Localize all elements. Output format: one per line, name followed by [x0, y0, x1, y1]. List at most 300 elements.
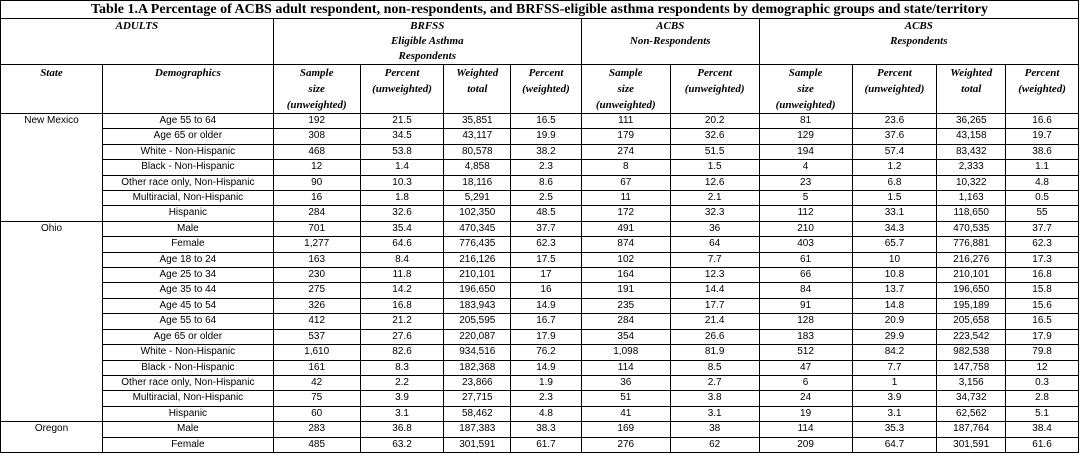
state-cell — [1, 329, 103, 344]
acbs-nonresp-sub: Non-Respondents — [629, 35, 711, 47]
value-cell: 21.4 — [670, 314, 759, 329]
table-row — [1, 268, 1079, 283]
value-cell: 35,851 — [444, 114, 511, 129]
state-cell — [1, 314, 103, 329]
value-cell: 275 — [273, 283, 360, 298]
value-cell: 1.5 — [670, 160, 759, 175]
demographic-cell: Hispanic — [103, 406, 274, 421]
table-row — [1, 345, 1079, 360]
value-cell: 209 — [759, 437, 852, 452]
value-cell: 182,368 — [444, 360, 511, 375]
value-cell: 34.3 — [852, 221, 937, 236]
value-cell: 18,116 — [444, 175, 511, 190]
col-header-line: (unweighted) — [286, 99, 347, 111]
col-demographics: Demographics — [103, 65, 274, 114]
adults-label: ADULTS — [115, 20, 159, 32]
state-cell — [1, 437, 103, 452]
value-cell: 6 — [759, 375, 852, 390]
value-cell: 32.6 — [670, 129, 759, 144]
value-cell: 20.2 — [670, 114, 759, 129]
col-header-line: size — [308, 83, 325, 95]
value-cell: 66 — [759, 268, 852, 283]
table-row — [1, 252, 1079, 267]
state-cell — [1, 252, 103, 267]
value-cell: 187,764 — [937, 422, 1006, 437]
value-cell: 17.3 — [1006, 252, 1079, 267]
value-cell: 3.1 — [360, 406, 444, 421]
state-cell: Oregon — [1, 422, 103, 437]
value-cell: 81.9 — [670, 345, 759, 360]
demographic-cell: Hispanic — [103, 206, 274, 221]
value-cell: 61 — [759, 252, 852, 267]
state-cell: New Mexico — [1, 114, 103, 129]
col-header-line: (weighted) — [1018, 83, 1066, 95]
col-header-line: Sample — [788, 67, 823, 79]
value-cell: 5 — [759, 191, 852, 206]
state-cell — [1, 268, 103, 283]
col-header-line: total — [467, 83, 488, 95]
state-cell: Ohio — [1, 221, 103, 236]
value-cell: 36,265 — [937, 114, 1006, 129]
col-header-line: Percent — [877, 67, 912, 79]
value-cell: 10.3 — [360, 175, 444, 190]
value-cell: 16.8 — [360, 298, 444, 313]
brfss-col-pct-unw — [360, 65, 444, 114]
value-cell: 12 — [273, 160, 360, 175]
value-cell: 210,101 — [444, 268, 511, 283]
value-cell: 210,101 — [937, 268, 1006, 283]
table-title: Table 1.A Percentage of ACBS adult respondent, non-respondents, and BRFSS-eligible asthma respondents by demographic groups and state/territory — [1, 1, 1079, 19]
value-cell: 3.9 — [360, 391, 444, 406]
value-cell: 283 — [273, 422, 360, 437]
state-cell — [1, 375, 103, 390]
demographic-cell: Other race only, Non-Hispanic — [103, 375, 274, 390]
table-row — [1, 298, 1079, 313]
value-cell: 179 — [581, 129, 670, 144]
value-cell: 16.5 — [1006, 314, 1079, 329]
demographic-cell: Female — [103, 237, 274, 252]
table-row — [1, 175, 1079, 190]
value-cell: 1,610 — [273, 345, 360, 360]
col-header-line: Sample — [608, 67, 643, 79]
value-cell: 403 — [759, 237, 852, 252]
value-cell: 284 — [273, 206, 360, 221]
demographic-cell: Black - Non-Hispanic — [103, 160, 274, 175]
demographic-cell: Age 18 to 24 — [103, 252, 274, 267]
acbs-resp-group-header — [759, 19, 1078, 65]
value-cell: 16.6 — [1006, 114, 1079, 129]
value-cell: 37.7 — [1006, 221, 1079, 236]
value-cell: 23,866 — [444, 375, 511, 390]
demographic-cell: White - Non-Hispanic — [103, 345, 274, 360]
table-row — [1, 144, 1079, 159]
table-row — [1, 437, 1079, 452]
value-cell: 491 — [581, 221, 670, 236]
value-cell: 8.4 — [360, 252, 444, 267]
value-cell: 2.3 — [511, 391, 582, 406]
brfss-col-pct-w — [511, 65, 582, 114]
value-cell: 10.8 — [852, 268, 937, 283]
table-row — [1, 237, 1079, 252]
value-cell: 16 — [511, 283, 582, 298]
value-cell: 164 — [581, 268, 670, 283]
acbs-resp-col-weighted — [937, 65, 1006, 114]
value-cell: 1,098 — [581, 345, 670, 360]
value-cell: 776,435 — [444, 237, 511, 252]
value-cell: 55 — [1006, 206, 1079, 221]
value-cell: 192 — [273, 114, 360, 129]
value-cell: 301,591 — [937, 437, 1006, 452]
col-header-line: Weighted — [456, 67, 499, 79]
value-cell: 2,333 — [937, 160, 1006, 175]
col-header-line: (unweighted) — [372, 83, 432, 95]
value-cell: 41 — [581, 406, 670, 421]
value-cell: 0.5 — [1006, 191, 1079, 206]
value-cell: 64 — [670, 237, 759, 252]
value-cell: 14.2 — [360, 283, 444, 298]
value-cell: 16.8 — [1006, 268, 1079, 283]
value-cell: 1 — [852, 375, 937, 390]
value-cell: 301,591 — [444, 437, 511, 452]
demographic-cell: Age 35 to 44 — [103, 283, 274, 298]
value-cell: 84.2 — [852, 345, 937, 360]
value-cell: 161 — [273, 360, 360, 375]
value-cell: 34,732 — [937, 391, 1006, 406]
value-cell: 1.2 — [852, 160, 937, 175]
demographic-cell: Black - Non-Hispanic — [103, 360, 274, 375]
value-cell: 14.8 — [852, 298, 937, 313]
acbs-resp-col-pct-w — [1006, 65, 1079, 114]
value-cell: 982,538 — [937, 345, 1006, 360]
value-cell: 485 — [273, 437, 360, 452]
value-cell: 84 — [759, 283, 852, 298]
value-cell: 4.8 — [511, 406, 582, 421]
state-cell — [1, 360, 103, 375]
value-cell: 38 — [670, 422, 759, 437]
value-cell: 183 — [759, 329, 852, 344]
col-state: State — [1, 65, 103, 114]
value-cell: 118,650 — [937, 206, 1006, 221]
value-cell: 36 — [670, 221, 759, 236]
col-header-line: size — [797, 83, 814, 95]
value-cell: 7.7 — [670, 252, 759, 267]
value-cell: 16 — [273, 191, 360, 206]
value-cell: 4.8 — [1006, 175, 1079, 190]
table-row — [1, 206, 1079, 221]
value-cell: 3.8 — [670, 391, 759, 406]
value-cell: 35.4 — [360, 221, 444, 236]
value-cell: 12.6 — [670, 175, 759, 190]
value-cell: 326 — [273, 298, 360, 313]
value-cell: 468 — [273, 144, 360, 159]
value-cell: 220,087 — [444, 329, 511, 344]
value-cell: 216,126 — [444, 252, 511, 267]
state-cell — [1, 406, 103, 421]
value-cell: 2.5 — [511, 191, 582, 206]
value-cell: 62.3 — [1006, 237, 1079, 252]
column-header-row — [1, 65, 1079, 114]
adults-group-header — [1, 19, 274, 65]
value-cell: 412 — [273, 314, 360, 329]
table-row — [1, 160, 1079, 175]
col-header-line: Percent — [528, 67, 564, 79]
value-cell: 1.5 — [852, 191, 937, 206]
value-cell: 128 — [759, 314, 852, 329]
value-cell: 53.8 — [360, 144, 444, 159]
value-cell: 19.9 — [511, 129, 582, 144]
value-cell: 284 — [581, 314, 670, 329]
value-cell: 2.2 — [360, 375, 444, 390]
state-cell — [1, 206, 103, 221]
table-row — [1, 191, 1079, 206]
value-cell: 43,158 — [937, 129, 1006, 144]
demographic-cell: Male — [103, 422, 274, 437]
state-cell — [1, 283, 103, 298]
demographic-cell: Multiracial, Non-Hispanic — [103, 391, 274, 406]
brfss-col-weighted — [444, 65, 511, 114]
value-cell: 1,277 — [273, 237, 360, 252]
value-cell: 934,516 — [444, 345, 511, 360]
demographic-cell: Age 55 to 64 — [103, 114, 274, 129]
value-cell: 11 — [581, 191, 670, 206]
col-header-line: Percent — [384, 67, 420, 79]
value-cell: 776,881 — [937, 237, 1006, 252]
value-cell: 64.7 — [852, 437, 937, 452]
value-cell: 274 — [581, 144, 670, 159]
table-row — [1, 406, 1079, 421]
value-cell: 83,432 — [937, 144, 1006, 159]
state-cell — [1, 144, 103, 159]
value-cell: 38.3 — [511, 422, 582, 437]
state-cell — [1, 191, 103, 206]
value-cell: 38.2 — [511, 144, 582, 159]
state-cell — [1, 129, 103, 144]
value-cell: 0.3 — [1006, 375, 1079, 390]
value-cell: 35.3 — [852, 422, 937, 437]
value-cell: 23.6 — [852, 114, 937, 129]
value-cell: 24 — [759, 391, 852, 406]
value-cell: 5,291 — [444, 191, 511, 206]
table-body — [1, 114, 1079, 453]
value-cell: 14.4 — [670, 283, 759, 298]
acbs-resp-sub: Respondents — [890, 35, 948, 47]
col-header-line: total — [961, 83, 982, 95]
value-cell: 102 — [581, 252, 670, 267]
value-cell: 1.1 — [1006, 160, 1079, 175]
value-cell: 701 — [273, 221, 360, 236]
value-cell: 1.4 — [360, 160, 444, 175]
value-cell: 47 — [759, 360, 852, 375]
value-cell: 874 — [581, 237, 670, 252]
table-row — [1, 329, 1079, 344]
value-cell: 61.7 — [511, 437, 582, 452]
state-cell — [1, 160, 103, 175]
value-cell: 102,350 — [444, 206, 511, 221]
value-cell: 191 — [581, 283, 670, 298]
value-cell: 90 — [273, 175, 360, 190]
acbs-nonresp-col-pct-unw — [670, 65, 759, 114]
value-cell: 10,322 — [937, 175, 1006, 190]
value-cell: 79.8 — [1006, 345, 1079, 360]
col-header-line: (unweighted) — [864, 83, 925, 95]
value-cell: 112 — [759, 206, 852, 221]
value-cell: 111 — [581, 114, 670, 129]
brfss-sub-line2: Respondents — [398, 50, 457, 62]
value-cell: 33.1 — [852, 206, 937, 221]
state-cell — [1, 175, 103, 190]
value-cell: 2.7 — [670, 375, 759, 390]
value-cell: 470,535 — [937, 221, 1006, 236]
value-cell: 27,715 — [444, 391, 511, 406]
value-cell: 537 — [273, 329, 360, 344]
brfss-label: BRFSS — [410, 20, 445, 32]
value-cell: 21.2 — [360, 314, 444, 329]
value-cell: 187,383 — [444, 422, 511, 437]
value-cell: 11.8 — [360, 268, 444, 283]
value-cell: 3.1 — [852, 406, 937, 421]
value-cell: 2.1 — [670, 191, 759, 206]
col-header-line: size — [617, 83, 635, 95]
demographic-cell: Age 55 to 64 — [103, 314, 274, 329]
value-cell: 196,650 — [937, 283, 1006, 298]
value-cell: 32.3 — [670, 206, 759, 221]
state-cell — [1, 298, 103, 313]
value-cell: 114 — [759, 422, 852, 437]
value-cell: 13.7 — [852, 283, 937, 298]
demographic-cell: Multiracial, Non-Hispanic — [103, 191, 274, 206]
value-cell: 17.5 — [511, 252, 582, 267]
value-cell: 32.6 — [360, 206, 444, 221]
value-cell: 1.9 — [511, 375, 582, 390]
value-cell: 2.3 — [511, 160, 582, 175]
col-header-line: Weighted — [950, 67, 993, 79]
value-cell: 64.6 — [360, 237, 444, 252]
value-cell: 3,156 — [937, 375, 1006, 390]
value-cell: 196,650 — [444, 283, 511, 298]
demographic-cell: Age 65 or older — [103, 329, 274, 344]
value-cell: 43,117 — [444, 129, 511, 144]
value-cell: 6.8 — [852, 175, 937, 190]
table-row — [1, 360, 1079, 375]
value-cell: 16.5 — [511, 114, 582, 129]
value-cell: 62.3 — [511, 237, 582, 252]
value-cell: 60 — [273, 406, 360, 421]
value-cell: 17.9 — [1006, 329, 1079, 344]
value-cell: 29.9 — [852, 329, 937, 344]
value-cell: 183,943 — [444, 298, 511, 313]
value-cell: 8 — [581, 160, 670, 175]
table-row — [1, 375, 1079, 390]
value-cell: 3.9 — [852, 391, 937, 406]
brfss-col-sample — [273, 65, 360, 114]
value-cell: 12 — [1006, 360, 1079, 375]
value-cell: 4,858 — [444, 160, 511, 175]
col-header-line: (unweighted) — [775, 99, 836, 111]
value-cell: 17 — [511, 268, 582, 283]
value-cell: 19.7 — [1006, 129, 1079, 144]
value-cell: 172 — [581, 206, 670, 221]
value-cell: 235 — [581, 298, 670, 313]
col-header-line: Sample — [299, 67, 334, 79]
value-cell: 80,578 — [444, 144, 511, 159]
value-cell: 27.6 — [360, 329, 444, 344]
value-cell: 205,658 — [937, 314, 1006, 329]
value-cell: 194 — [759, 144, 852, 159]
col-header-line: (unweighted) — [684, 83, 745, 95]
value-cell: 2.8 — [1006, 391, 1079, 406]
value-cell: 51 — [581, 391, 670, 406]
value-cell: 163 — [273, 252, 360, 267]
table-row — [1, 114, 1079, 129]
value-cell: 19 — [759, 406, 852, 421]
value-cell: 114 — [581, 360, 670, 375]
value-cell: 129 — [759, 129, 852, 144]
value-cell: 82.6 — [360, 345, 444, 360]
demographic-cell: Age 25 to 34 — [103, 268, 274, 283]
table-row — [1, 221, 1079, 236]
value-cell: 169 — [581, 422, 670, 437]
value-cell: 42 — [273, 375, 360, 390]
value-cell: 38.4 — [1006, 422, 1079, 437]
value-cell: 3.1 — [670, 406, 759, 421]
acbs-resp-col-pct-unw — [852, 65, 937, 114]
value-cell: 81 — [759, 114, 852, 129]
value-cell: 470,345 — [444, 221, 511, 236]
col-header-line: (weighted) — [522, 83, 570, 95]
state-cell — [1, 237, 103, 252]
demographic-cell: Age 65 or older — [103, 129, 274, 144]
value-cell: 62,562 — [937, 406, 1006, 421]
value-cell: 8.6 — [511, 175, 582, 190]
demographic-cell: Age 45 to 54 — [103, 298, 274, 313]
value-cell: 23 — [759, 175, 852, 190]
value-cell: 63.2 — [360, 437, 444, 452]
value-cell: 17.9 — [511, 329, 582, 344]
value-cell: 14.9 — [511, 360, 582, 375]
value-cell: 276 — [581, 437, 670, 452]
value-cell: 230 — [273, 268, 360, 283]
value-cell: 36.8 — [360, 422, 444, 437]
value-cell: 354 — [581, 329, 670, 344]
demographic-cell: Male — [103, 221, 274, 236]
value-cell: 223,542 — [937, 329, 1006, 344]
table-row — [1, 314, 1079, 329]
acbs-resp-col-sample — [759, 65, 852, 114]
value-cell: 8.5 — [670, 360, 759, 375]
value-cell: 21.5 — [360, 114, 444, 129]
value-cell: 8.3 — [360, 360, 444, 375]
value-cell: 4 — [759, 160, 852, 175]
value-cell: 216,276 — [937, 252, 1006, 267]
value-cell: 1,163 — [937, 191, 1006, 206]
state-cell — [1, 391, 103, 406]
acbs-nonresp-col-sample — [581, 65, 670, 114]
value-cell: 12.3 — [670, 268, 759, 283]
state-cell — [1, 345, 103, 360]
value-cell: 67 — [581, 175, 670, 190]
col-header-line: Percent — [1024, 67, 1060, 79]
value-cell: 1.8 — [360, 191, 444, 206]
table-row — [1, 129, 1079, 144]
demographic-cell: Female — [103, 437, 274, 452]
value-cell: 20.9 — [852, 314, 937, 329]
value-cell: 195,189 — [937, 298, 1006, 313]
demographic-cell: Other race only, Non-Hispanic — [103, 175, 274, 190]
acbs-resp-label: ACBS — [904, 20, 933, 32]
value-cell: 308 — [273, 129, 360, 144]
value-cell: 5.1 — [1006, 406, 1079, 421]
value-cell: 51.5 — [670, 144, 759, 159]
